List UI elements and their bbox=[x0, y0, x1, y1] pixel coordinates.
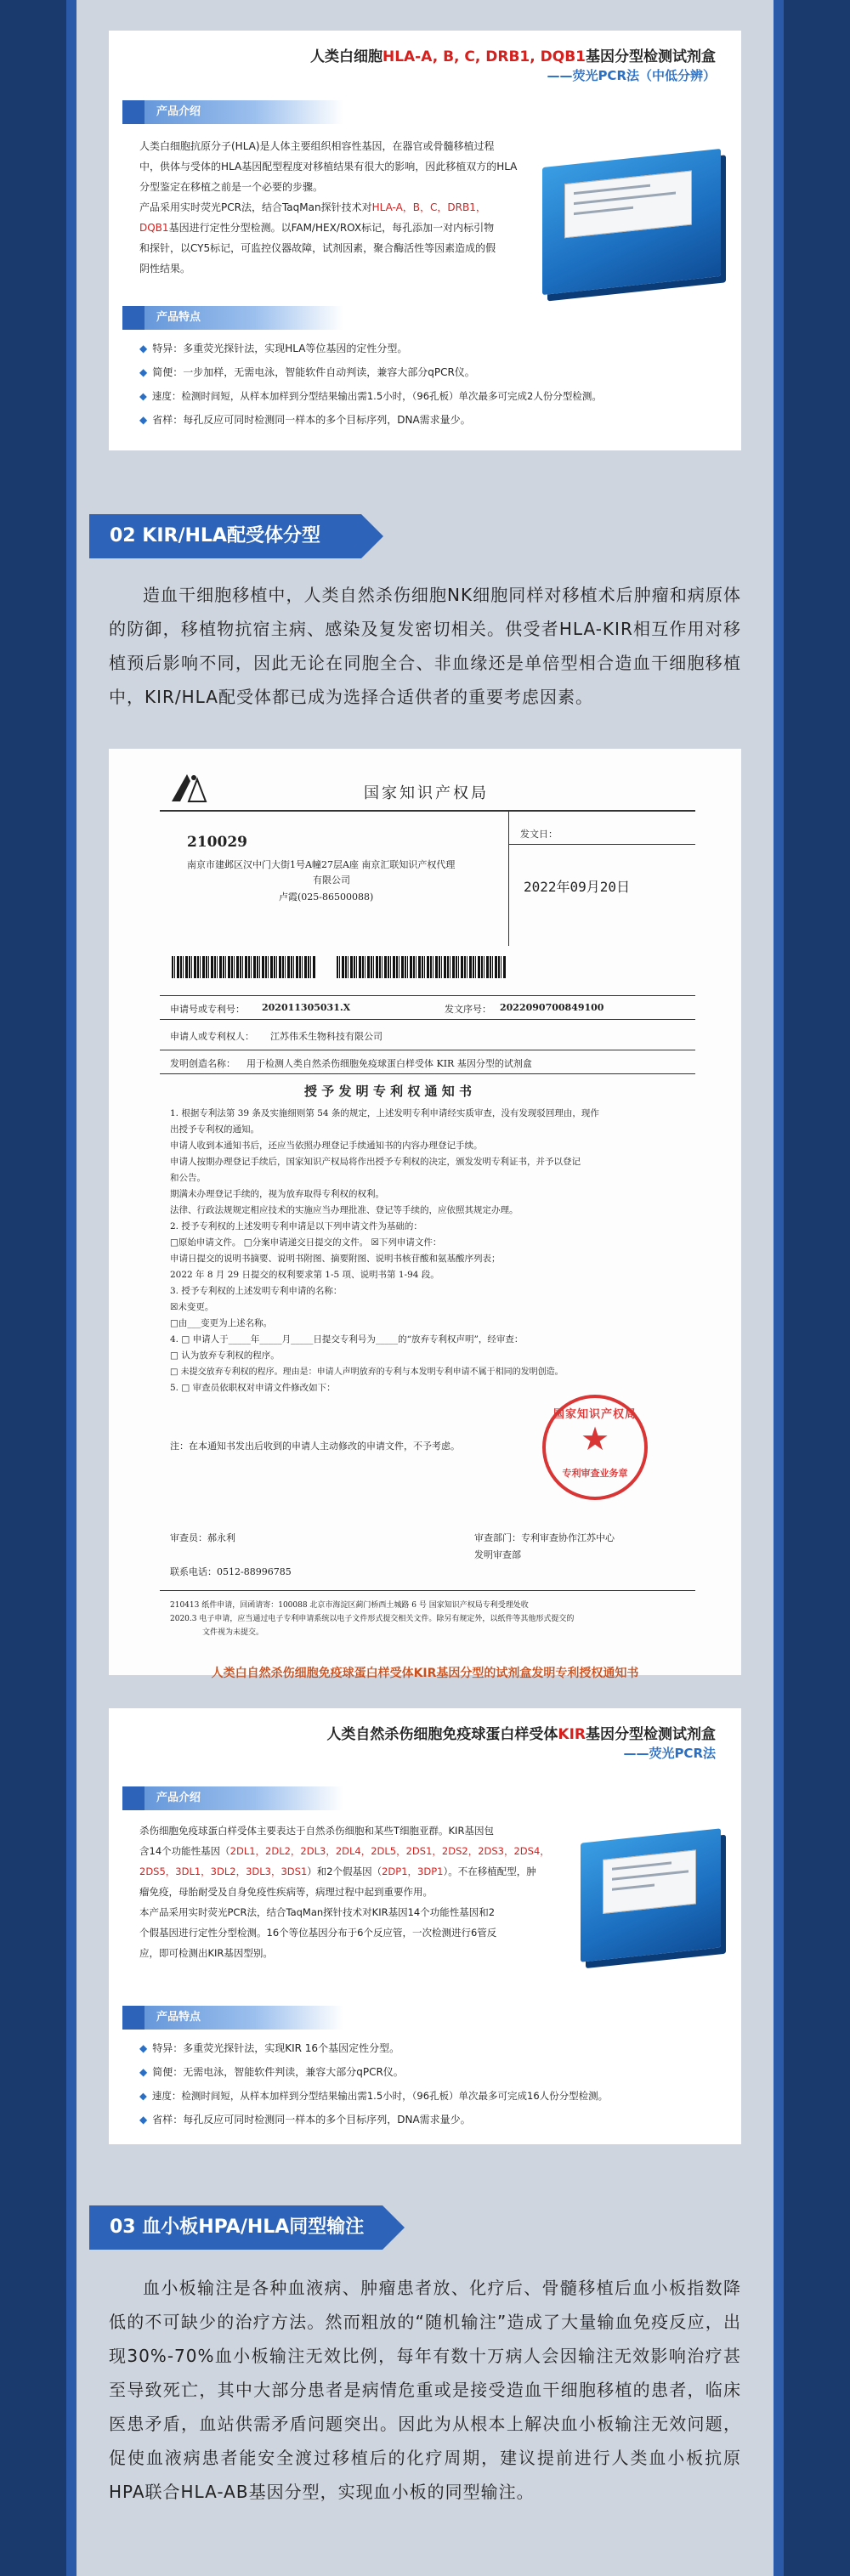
section2-text: 造血干细胞移植中，人类自然杀伤细胞NK细胞同样对移植术后肿瘤和病原体的防御，移植物抗宿主病、感染及复发密切相关。供受者HLA-KIR相互作用对移植预后影响不同，因此无论在同胞全合、非血缘还是单倍型相合造血干细胞移植中，KIR/HLA配受体都已成为选择合适供者的重要考虑因素。 bbox=[109, 585, 741, 707]
invention-label: 发明创造名称： bbox=[170, 1058, 235, 1069]
section3-header: 03 血小板HPA/HLA同型输注 bbox=[89, 2205, 382, 2250]
app-no-label: 申请号或专利号： bbox=[170, 1004, 245, 1015]
send-date-label: 发文日： bbox=[520, 829, 558, 840]
section3-text: 血小板输注是各种血液病、肿瘤患者放、化疗后、骨髓移植后血小板指数降低的不可缺少的治疗方法。然而粗放的“随机输注”造成了大量输血免疫反应，出现30%-70%血小板输注无效比例，每年有数十万病人会因输注无效影响治疗甚至导致死亡，其中大部分患者是病情危重或是接受造血干细胞移植的患者，临床医患矛盾，血站供需矛盾问题突出。因此为从根本上解决血小板输注无效问题，促使血液病患者能安全渡过移植后的化疗周期，建议提前进行人类血小板抗原HPA联合HLA-AB基因分型，实现血小板的同型输注。 bbox=[109, 2278, 741, 2502]
footer-line: 2020.3 电子申请，应当通过电子专利申请系统以电子文件形式提交相关文件。除另有规定外，以纸件等其他形式提交的 bbox=[170, 1615, 575, 1623]
kit1-card bbox=[109, 31, 741, 450]
kit2-features-label: 产品特点 bbox=[122, 2006, 343, 2030]
app-no: 202011305031.X bbox=[262, 1002, 351, 1013]
contact-phone: 联系电话：0512-88996785 bbox=[170, 1566, 292, 1577]
official-seal-stamp: 国家知识产权局 ★ 专利审查业务章 bbox=[542, 1395, 648, 1500]
barcode-image bbox=[337, 956, 507, 978]
kit1-box-label bbox=[564, 171, 692, 239]
kit1-subtitle: ——荧光PCR法（中低分辨） bbox=[547, 68, 716, 83]
bullet-icon: ◆ bbox=[139, 366, 148, 378]
kit2-feature-item: ◆ 速度：检测时间短，从样本加样到分型结果输出需1.5小时，（96孔板）单次最多可完成16人份分型检测。 bbox=[139, 2090, 609, 2102]
frame-right-edge bbox=[774, 0, 784, 2576]
kit2-title: 人类自然杀伤细胞免疫球蛋白样受体KIR基因分型检测试剂盒 bbox=[326, 1726, 716, 1743]
kit1-feature-item: ◆ 省样：每孔反应可同时检测同一样本的多个目标序列，DNA需求量少。 bbox=[139, 414, 471, 426]
frame-left-edge bbox=[66, 0, 76, 2576]
bullet-icon: ◆ bbox=[139, 343, 148, 354]
cnipa-logo-icon bbox=[168, 771, 209, 805]
send-date: 2022年09月20日 bbox=[524, 879, 631, 895]
bullet-icon: ◆ bbox=[139, 2090, 147, 2102]
kit1-feature-item: ◆ 速度：检测时间短，从样本加样到分型结果输出需1.5小时，（96孔板）单次最多可完成2人份分型检测。 bbox=[139, 390, 602, 402]
kit2-feature-item: ◆ 特异：多重荧光探针法，实现KIR 16个基因定性分型。 bbox=[139, 2042, 400, 2054]
kit1-features-label: 产品特点 bbox=[122, 306, 343, 330]
bullet-icon: ◆ bbox=[139, 2042, 148, 2054]
address-line: 有限公司 bbox=[313, 875, 350, 886]
kit2-intro-label: 产品介绍 bbox=[122, 1786, 343, 1810]
footer-line: 210413 纸件申请，回函请寄：100088 北京市海淀区蓟门桥西土城路 6 号 国家知识产权局专利受理处收 bbox=[170, 1601, 529, 1610]
kit2-card bbox=[109, 1708, 741, 2144]
kit2-intro: 杀伤细胞免疫球蛋白样受体主要表达于自然杀伤细胞和某些T细胞亚群。KIR基因包 含14个功能性基因（2DL1，2DL2，2DL3，2DL4，2DL5，2DS1，2DS2，2DS3，2DS4， 2DS5，3DL1，3DL2，3DL3，3DS1）和2个假基因（2DP1，3DP1）。不在移植配型，肿 瘤免疫，母胎耐受及自身免疫性疾病等，病理过程中起到重要作用。 本产品采用实时荧光PCR法，结合TaqMan探针技术对KIR基因14个功能性基因和2 个假基因进行定性分型检测。16个等位基因分布于6个反应管，一次检测进行6管反 应，即可检测出KIR基因型别。 bbox=[139, 1825, 550, 1959]
examiner: 审查员：郝永利 bbox=[170, 1532, 235, 1543]
serial-label: 发文序号： bbox=[445, 1004, 491, 1015]
invention-name: 用于检测人类自然杀伤细胞免疫球蛋白样受体 KIR 基因分型的试剂盒 bbox=[246, 1058, 532, 1069]
section2-header: 02 KIR/HLA配受体分型 bbox=[89, 514, 361, 558]
serial: 2022090700849100 bbox=[500, 1002, 604, 1013]
bullet-icon: ◆ bbox=[139, 390, 147, 402]
exam-dept: 审查部门：专利审查协作江苏中心 bbox=[474, 1532, 615, 1543]
kit2-feature-item: ◆ 省样：每孔反应可同时检测同一样本的多个目标序列，DNA需求量少。 bbox=[139, 2114, 471, 2126]
exam-dept-sub: 发明审查部 bbox=[474, 1549, 521, 1560]
address-line: 南京市建邺区汉中门大街1号A幢27层A座 南京汇联知识产权代理 bbox=[187, 859, 456, 870]
kit1-intro-label: 产品介绍 bbox=[122, 100, 343, 124]
patent-caption: 人类白自然杀伤细胞免疫球蛋白样受体KIR基因分型的试剂盒发明专利授权通知书 bbox=[211, 1667, 639, 1680]
notice-title: 授 予 发 明 专 利 权 通 知 书 bbox=[304, 1084, 473, 1099]
seal-star-icon: ★ bbox=[580, 1420, 610, 1458]
kit2-product-box-image bbox=[581, 1828, 721, 1962]
kit1-intro: 人类白细胞抗原分子(HLA)是人体主要组织相容性基因，在器官或骨髓移植过程 中，供体与受体的HLA基因配型程度对移植结果有很大的影响，因此移植双方的HLA 分型鉴定在移植之前是一个必要的步骤。 产品采用实时荧光PCR法，结合TaqMan探针技术对HLA-A，B，C，DRB1， DQB1基因进行定性分型检测。以FAM/HEX/ROX标记，每孔添加一对内标引物 和探针，以CY5标记，可监控仪器故障，试剂因素，聚合酶活性等因素造成的假 阴性结果。 bbox=[139, 140, 518, 275]
notice-note: 注：在本通知书发出后收到的申请人主动修改的申请文件，不予考虑。 bbox=[170, 1441, 460, 1452]
bullet-icon: ◆ bbox=[139, 2066, 148, 2078]
applicant: 江苏伟禾生物科技有限公司 bbox=[270, 1031, 382, 1042]
address-line: 卢霞(025-86500088) bbox=[279, 892, 374, 903]
patent-notice-document bbox=[109, 749, 741, 1675]
postcode: 210029 bbox=[187, 834, 247, 851]
kit2-subtitle: ——荧光PCR法 bbox=[623, 1746, 716, 1761]
notice-body: 1. 根据专利法第 39 条及实施细则第 54 条的规定，上述发明专利申请经实质审查，没有发现驳回理由，现作 出授予专利权的通知。 申请人收到本通知书后，还应当依照办理登记手续通知书的内容办理登记手续。 申请人按期办理登记手续后，国家知识产权局将作出授予专利权的决定，颁发发明专利证书，并予以登记 和公告。 期满未办理登记手续的，视为放弃取得专利权的权利。 法律、行政法规规定相应技术的实施应当办理批准、登记等手续的，应依照其规定办理。 2. 授予专利权的上述发明专利申请是以下列申请文件为基础的： □原始申请文件。 □分案申请递交日提交的文件。 ☒下列申请文件： 申请日提交的说明书摘要、说明书附图、摘要附图、说明书核苷酸和氨基酸序列表； 2022 年 8 月 29 日提交的权利要求第 1-5 项、说明书第 1-94 段。 3. 授予专利权的上述发明专利申请的名称： ☒未变更。 □由___变更为上述名称。 4. □ 申请人于_____年_____月_____日提交专利号为_____的“放弃专利权声明”，经审查： □ 认为放弃专利权的程序。 □ 未提交放弃专利权的程序。理由是：申请人声明放弃的专利与本发明专利申请不属于相同的发明创造。 5. □ 审查员依职权对申请文件修改如下： bbox=[170, 1108, 599, 1393]
barcode-image bbox=[172, 956, 316, 978]
kit1-feature-item: ◆ 简便：一步加样，无需电泳，智能软件自动判读，兼容大部分qPCR仪。 bbox=[139, 366, 475, 378]
office-name: 国家知识产权局 bbox=[364, 784, 489, 802]
bullet-icon: ◆ bbox=[139, 2114, 148, 2126]
kit1-title: 人类白细胞HLA-A, B, C, DRB1, DQB1基因分型检测试剂盒 bbox=[309, 48, 716, 65]
footer-line: 文件视为未提交。 bbox=[202, 1628, 264, 1637]
kit2-box-label bbox=[603, 1849, 696, 1914]
kit2-feature-item: ◆ 简便：无需电泳，智能软件判读，兼容大部分qPCR仪。 bbox=[139, 2066, 404, 2078]
bullet-icon: ◆ bbox=[139, 414, 148, 426]
kit1-product-box-image bbox=[542, 149, 721, 295]
applicant-label: 申请人或专利权人： bbox=[170, 1031, 254, 1042]
kit1-feature-item: ◆ 特异：多重荧光探针法，实现HLA等位基因的定性分型。 bbox=[139, 343, 408, 354]
